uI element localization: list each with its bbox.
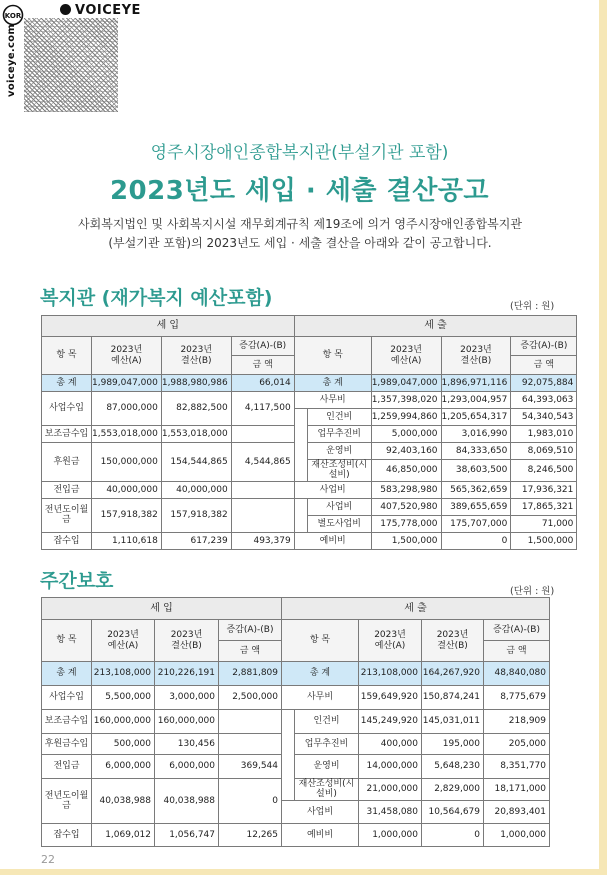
expense-diff: 71,000 (511, 515, 577, 532)
income-diff (231, 481, 294, 498)
expense-sub-label: 재산조성비(시설비) (295, 779, 359, 801)
income-settle: 1,988,980,986 (161, 375, 231, 392)
section2-table (41, 597, 550, 847)
expense-item-label: 예비비 (282, 823, 359, 846)
expense-sub-label: 업무추진비 (295, 734, 359, 755)
col-diff: 증감(A)-(B) (511, 337, 577, 356)
expense-settle: 84,333,650 (441, 443, 511, 460)
table-row (42, 755, 550, 779)
col-budget-year: 2023년 (374, 630, 406, 641)
expense-budget: 1,000,000 (359, 823, 422, 846)
expense-item-label: 사무비 (282, 686, 359, 710)
intro-text (30, 215, 570, 253)
col-settle-year: 2023년 (460, 345, 492, 356)
income-budget: 157,918,382 (92, 498, 162, 532)
table-row (42, 375, 577, 392)
expense-budget: 1,259,994,860 (371, 409, 441, 426)
income-item-label: 총 계 (42, 662, 92, 686)
col-budget (92, 620, 155, 662)
income-settle: 154,544,865 (161, 443, 231, 482)
income-diff: 369,544 (219, 755, 282, 779)
income-item-label: 사업수입 (42, 686, 92, 710)
col-amount: 금 액 (231, 356, 294, 375)
col-budget-label: 예산(A) (390, 355, 422, 366)
col-item: 항 목 (42, 620, 92, 662)
income-item-label: 사업수입 (42, 392, 92, 426)
expense-diff: 218,909 (484, 710, 550, 734)
expense-settle: 5,648,230 (422, 755, 484, 779)
income-diff: 2,500,000 (219, 686, 282, 710)
expense-header: 세 출 (282, 598, 550, 620)
col-budget-label: 예산(A) (111, 355, 142, 366)
income-item-label: 전입금 (42, 481, 92, 498)
expense-sub-label: 운영비 (295, 755, 359, 779)
expense-diff: 54,340,543 (511, 409, 577, 426)
expense-settle: 164,267,920 (422, 662, 484, 686)
table-row (42, 823, 550, 846)
income-item-label: 잡수입 (42, 823, 92, 846)
col-settle-label: 결산(B) (171, 640, 202, 651)
expense-diff: 8,069,510 (511, 443, 577, 460)
income-item-label: 전년도이월금 (42, 498, 92, 532)
expense-budget: 46,850,000 (371, 460, 441, 482)
col-settle (422, 620, 484, 662)
page-subtitle: 영주시장애인종합복지관(부설기관 포함) (150, 143, 449, 163)
expense-sub-label: 인건비 (295, 710, 359, 734)
income-diff: 0 (219, 779, 282, 824)
income-budget: 213,108,000 (92, 662, 155, 686)
section1-title: 복지관 (재가복지 예산포함) (40, 287, 273, 309)
income-settle: 157,918,382 (161, 498, 231, 532)
page-border-right (599, 0, 607, 875)
income-diff (231, 498, 294, 532)
expense-settle: 195,000 (422, 734, 484, 755)
expense-settle: 2,829,000 (422, 779, 484, 801)
table-row (42, 710, 550, 734)
income-header: 세 입 (42, 316, 295, 337)
expense-settle: 38,603,500 (441, 460, 511, 482)
col-diff: 증감(A)-(B) (484, 620, 550, 641)
income-item-label: 총 계 (42, 375, 92, 392)
col-budget-year: 2023년 (390, 345, 422, 356)
expense-budget: 1,357,398,020 (371, 392, 441, 409)
expense-settle: 1,205,654,317 (441, 409, 511, 426)
income-diff: 4,117,500 (231, 392, 294, 426)
expense-diff: 92,075,884 (511, 375, 577, 392)
expense-sub-label: 운영비 (307, 443, 371, 460)
col-diff: 증감(A)-(B) (219, 620, 282, 641)
col-budget (371, 337, 441, 375)
indent-spacer (294, 498, 307, 532)
income-budget: 6,000,000 (92, 755, 155, 779)
col-budget-label: 예산(A) (374, 640, 406, 651)
col-budget-year: 2023년 (107, 630, 139, 641)
income-header: 세 입 (42, 598, 282, 620)
expense-settle: 1,293,004,957 (441, 392, 511, 409)
income-item-label: 후원금수입 (42, 734, 92, 755)
income-budget: 87,000,000 (92, 392, 162, 426)
page-title: 2023년도 세입 · 세출 결산공고 (109, 176, 490, 206)
expense-budget: 1,500,000 (371, 532, 441, 549)
expense-diff: 8,775,679 (484, 686, 550, 710)
expense-item-label: 예비비 (294, 532, 371, 549)
expense-sub-label: 사업비 (307, 498, 371, 515)
income-settle: 6,000,000 (155, 755, 219, 779)
expense-settle: 10,564,679 (422, 800, 484, 823)
income-diff (231, 426, 294, 443)
income-diff (219, 710, 282, 734)
expense-diff: 17,936,321 (511, 481, 577, 498)
expense-settle: 0 (422, 823, 484, 846)
intro-line: 사회복지법인 및 사회복지시설 재무회계규칙 제19조에 의거 영주시장애인종합복지관 (78, 217, 522, 231)
voiceye-logo-text: VOICEYE (75, 3, 141, 18)
income-settle: 1,056,747 (155, 823, 219, 846)
page-border-bottom (0, 869, 607, 875)
expense-item-label: 사업비 (294, 481, 371, 498)
expense-budget: 213,108,000 (359, 662, 422, 686)
col-item: 항 목 (42, 337, 92, 375)
col-settle-label: 결산(B) (180, 355, 212, 366)
income-diff: 66,014 (231, 375, 294, 392)
expense-diff: 1,000,000 (484, 823, 550, 846)
intro-line: (부설기관 포함)의 2023년도 세입 · 세출 결산을 아래와 같이 공고합니다. (108, 236, 492, 250)
page-number: 22 (41, 853, 55, 866)
table-row (42, 443, 577, 460)
section1-table (41, 315, 577, 550)
income-settle: 3,000,000 (155, 686, 219, 710)
table-row (42, 734, 550, 755)
income-budget: 1,553,018,000 (92, 426, 162, 443)
expense-budget: 175,778,000 (371, 515, 441, 532)
income-budget: 160,000,000 (92, 710, 155, 734)
table-row (42, 686, 550, 710)
expense-sub-label: 업무추진비 (307, 426, 371, 443)
section2-title: 주간보호 (40, 570, 114, 592)
col-amount: 금 액 (511, 356, 577, 375)
kor-badge-icon (2, 4, 24, 26)
expense-diff: 8,351,770 (484, 755, 550, 779)
expense-budget: 1,989,047,000 (371, 375, 441, 392)
indent-spacer (282, 710, 295, 801)
col-item: 항 목 (282, 620, 359, 662)
income-budget: 5,500,000 (92, 686, 155, 710)
income-item-label: 잡수입 (42, 532, 92, 549)
income-settle: 40,038,988 (155, 779, 219, 824)
income-settle: 210,226,191 (155, 662, 219, 686)
expense-diff: 1,983,010 (511, 426, 577, 443)
expense-budget: 21,000,000 (359, 779, 422, 801)
income-diff: 493,379 (231, 532, 294, 549)
col-budget-year: 2023년 (110, 345, 143, 356)
voiceye-dot-icon (60, 4, 71, 15)
expense-settle: 145,031,011 (422, 710, 484, 734)
expense-settle: 389,655,659 (441, 498, 511, 515)
expense-settle: 175,707,000 (441, 515, 511, 532)
expense-sub-label: 별도사업비 (307, 515, 371, 532)
col-budget (92, 337, 162, 375)
income-item-label: 전입금 (42, 755, 92, 779)
table-row (42, 481, 577, 498)
expense-item-label: 사업비 (282, 800, 359, 823)
col-item: 항 목 (294, 337, 371, 375)
income-budget: 40,000,000 (92, 481, 162, 498)
expense-budget: 400,000 (359, 734, 422, 755)
col-settle-year: 2023년 (436, 630, 469, 641)
income-settle: 617,239 (161, 532, 231, 549)
expense-budget: 159,649,920 (359, 686, 422, 710)
income-settle: 130,456 (155, 734, 219, 755)
expense-header: 세 출 (294, 316, 577, 337)
income-diff (219, 734, 282, 755)
income-diff: 4,544,865 (231, 443, 294, 482)
expense-settle: 1,896,971,116 (441, 375, 511, 392)
expense-budget: 14,000,000 (359, 755, 422, 779)
income-item-label: 후원금 (42, 443, 92, 482)
expense-settle: 565,362,659 (441, 481, 511, 498)
col-diff: 증감(A)-(B) (231, 337, 294, 356)
income-settle: 82,882,500 (161, 392, 231, 426)
expense-settle: 150,874,241 (422, 686, 484, 710)
income-budget: 150,000,000 (92, 443, 162, 482)
voiceye-code-icon (24, 18, 118, 112)
expense-budget: 5,000,000 (371, 426, 441, 443)
income-settle: 40,000,000 (161, 481, 231, 498)
indent-spacer (294, 409, 307, 482)
income-item-label: 보조금수입 (42, 710, 92, 734)
income-item-label: 보조금수입 (42, 426, 92, 443)
col-budget (359, 620, 422, 662)
table-row (42, 426, 577, 443)
expense-item-label: 총 계 (282, 662, 359, 686)
expense-budget: 31,458,080 (359, 800, 422, 823)
income-budget: 1,989,047,000 (92, 375, 162, 392)
expense-budget: 583,298,980 (371, 481, 441, 498)
income-diff: 2,881,809 (219, 662, 282, 686)
expense-item-label: 사무비 (294, 392, 371, 409)
income-item-label: 전년도이월금 (42, 779, 92, 824)
unit-label: (단위 : 원) (510, 586, 555, 597)
income-settle: 160,000,000 (155, 710, 219, 734)
income-settle: 1,553,018,000 (161, 426, 231, 443)
expense-diff: 205,000 (484, 734, 550, 755)
expense-diff: 20,893,401 (484, 800, 550, 823)
income-diff: 12,265 (219, 823, 282, 846)
col-settle-label: 결산(B) (460, 355, 492, 366)
expense-diff: 17,865,321 (511, 498, 577, 515)
col-budget-label: 예산(A) (107, 640, 139, 651)
expense-settle: 3,016,990 (441, 426, 511, 443)
expense-diff: 1,500,000 (511, 532, 577, 549)
expense-diff: 18,171,000 (484, 779, 550, 801)
col-settle (441, 337, 511, 375)
expense-sub-label: 인건비 (307, 409, 371, 426)
kor-badge-text: KOR (4, 12, 22, 20)
income-budget: 1,069,012 (92, 823, 155, 846)
table-row (42, 392, 577, 409)
table-row (42, 779, 550, 801)
col-settle-year: 2023년 (170, 630, 203, 641)
table-row (42, 662, 550, 686)
col-settle (155, 620, 219, 662)
expense-budget: 145,249,920 (359, 710, 422, 734)
expense-diff: 8,246,500 (511, 460, 577, 482)
voiceye-url: voiceye.com (6, 23, 17, 97)
col-settle-label: 결산(B) (437, 640, 468, 651)
expense-settle: 0 (441, 532, 511, 549)
col-amount: 금 액 (219, 641, 282, 662)
table-row (42, 498, 577, 515)
income-budget: 500,000 (92, 734, 155, 755)
expense-sub-label: 재산조성비(시설비) (307, 460, 371, 482)
table-row (42, 532, 577, 549)
income-budget: 1,110,618 (92, 532, 162, 549)
expense-diff: 64,393,063 (511, 392, 577, 409)
voiceye-logo (60, 3, 141, 18)
income-budget: 40,038,988 (92, 779, 155, 824)
expense-diff: 48,840,080 (484, 662, 550, 686)
unit-label: (단위 : 원) (510, 301, 555, 312)
expense-budget: 407,520,980 (371, 498, 441, 515)
col-settle-year: 2023년 (180, 345, 213, 356)
col-amount: 금 액 (484, 641, 550, 662)
expense-item-label: 총 계 (294, 375, 371, 392)
col-settle (161, 337, 231, 375)
expense-budget: 92,403,160 (371, 443, 441, 460)
